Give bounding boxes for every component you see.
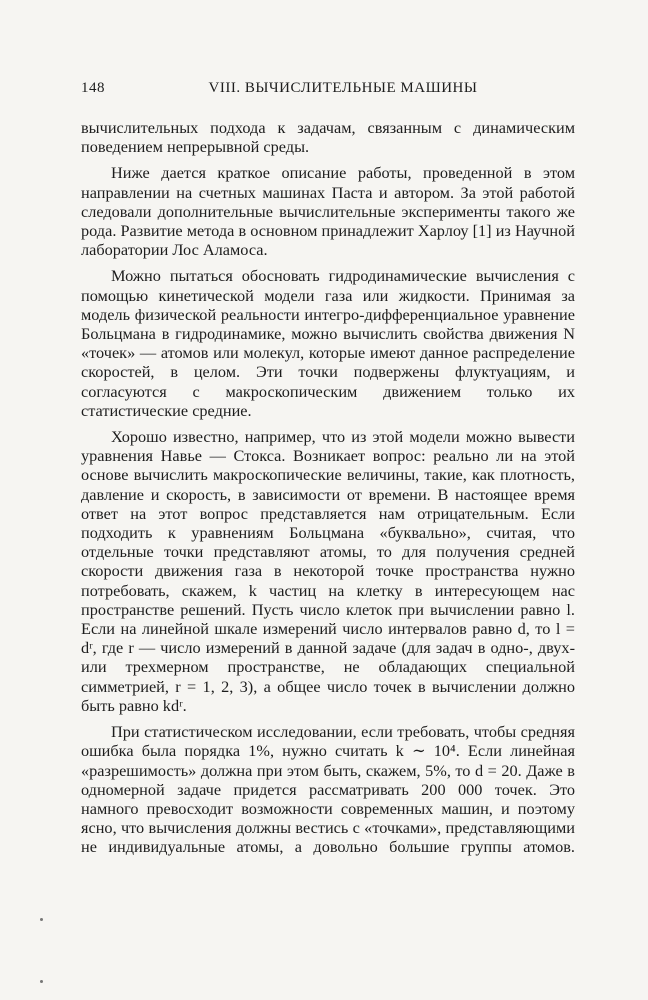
paragraph: При статистическом исследовании, если требовать, чтобы средняя ошибка была порядка 1%, нужно считать k ∼ 10⁴. Если линейная «разрешимость» должна при этом быть, скажем, 5%, то d = 20. Даже в одномерной задаче придется рассматривать 200 000 точек. Это намного превосходит возможности современных машин, и поэтому ясно, что вычисления должны вестись с «точками», представляющими не индивидуальные атомы, а довольно большие группы атомов. bbox=[81, 722, 575, 857]
page-body bbox=[81, 118, 575, 857]
page-number: 148 bbox=[81, 80, 105, 96]
paragraph: Можно пытаться обосновать гидродинамические вычисления с помощью кинетической модели газа или жидкости. Принимая за модель физической реальности интегро-дифференциальное уравнение Больцмана в гидродинамике, можно вычислить свойства движения N «точек» — атомов или молекул, которые имеют данное распределение скоростей, в целом. Эти точки подвержены флуктуациям, и согласуются с макроскопическим движением только их статистические средние. bbox=[81, 266, 575, 420]
paragraph: Хорошо известно, например, что из этой модели можно вывести уравнения Навье — Стокса. Возникает вопрос: реально ли на этой основе вычислить макроскопические величины, такие, как плотность, давление и скорость, в зависимости от времени. В настоящее время ответ на этот вопрос представляется нам отрицательным. Если подходить к уравнениям Больцмана «буквально», считая, что отдельные точки представляют атомы, то для получения средней скорости движения газа в некоторой точке пространства нужно потребовать, скажем, k частиц на клетку в интересующем нас пространстве решений. Пусть число клеток при вычислении равно l. Если на линейной шкале измерений число интервалов равно d, то l = dʳ, где r — число измерений в данной задаче (для задач в одно-, двух- или трехмерном пространстве, не обладающих специальной симметрией, r = 1, 2, 3), а общее число точек в вычислении должно быть равно kdʳ. bbox=[81, 427, 575, 715]
paragraph: Ниже дается краткое описание работы, проведенной в этом направлении на счетных машинах Паста и автором. За этой работой следовали дополнительные вычислительные эксперименты такого же рода. Развитие метода в основном принадлежит Харлоу [1] из Научной лаборатории Лос Аламоса. bbox=[81, 163, 575, 260]
running-title: VIII. ВЫЧИСЛИТЕЛЬНЫЕ МАШИНЫ bbox=[208, 80, 478, 96]
scan-speck bbox=[40, 918, 43, 921]
paragraph-continued: вычислительных подхода к задачам, связанным с динамическим поведением непрерывной среды. bbox=[81, 118, 575, 157]
scan-speck bbox=[40, 980, 43, 983]
running-header bbox=[81, 80, 575, 106]
book-page bbox=[81, 80, 575, 857]
